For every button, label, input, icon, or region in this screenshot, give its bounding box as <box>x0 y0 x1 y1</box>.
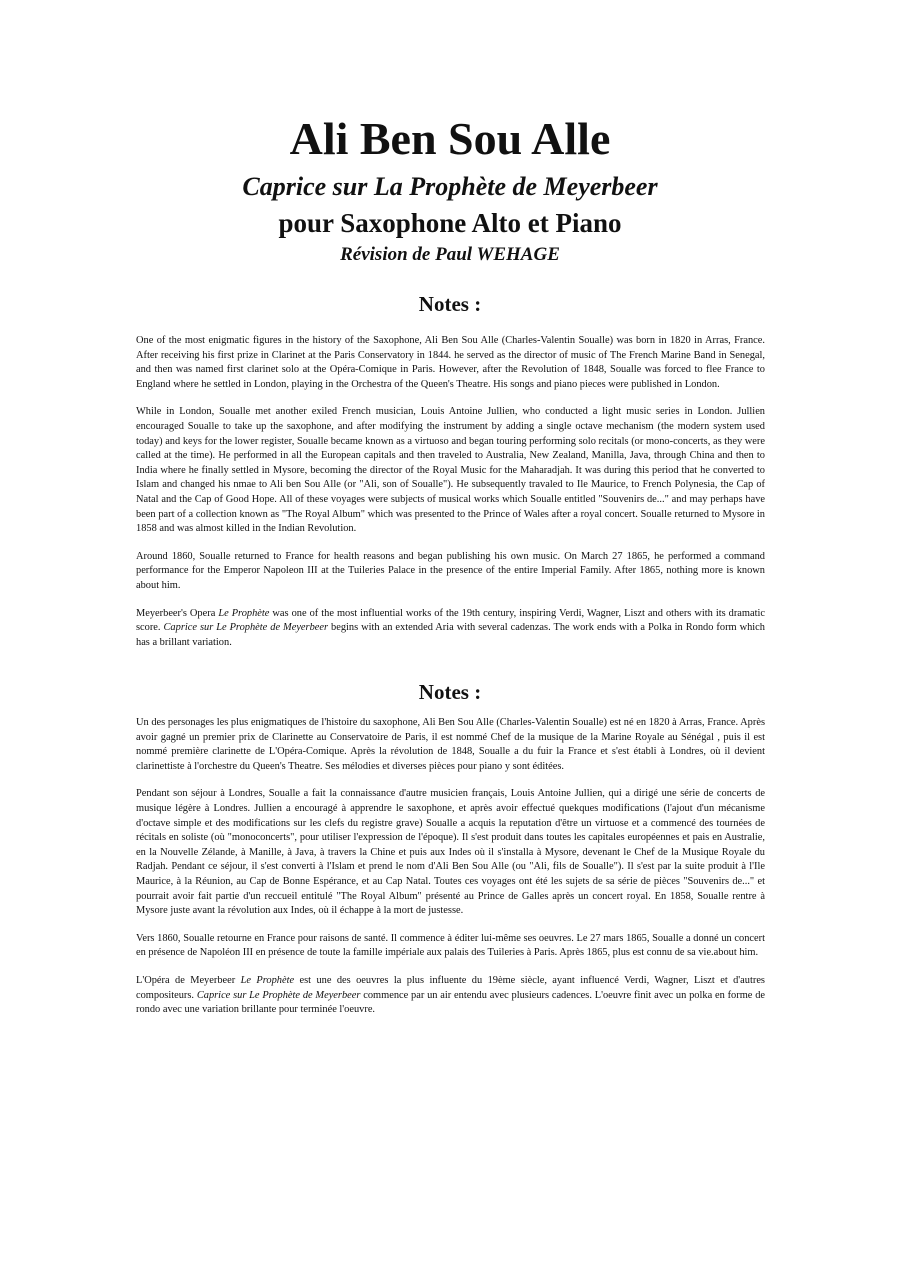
english-p4-text-c: was one of the most influential works of the 19th century, inspiring Verdi, Wagner, Liszt and others with its dramatic score. <box>136 607 765 634</box>
work-subtitle: Caprice sur La Prophète de Meyerbeer <box>242 172 658 201</box>
french-notes-heading: Notes : <box>418 680 482 704</box>
french-paragraph-1: Un des personages les plus enigmatiques de l'histoire du saxophone, Ali Ben Sou Alle (Charles-Valentin Soualle) est né en 1820 à Arras, France. Après avoir gagné un premier prix de Clarinette au Conservatoire de Paris, il est nommé Chef de la musique de la Marine Royale au Sénégal , puis il est nommé première clarinette de L'Opéra-Comique. Après la révolution de 1848, Soualle a du fuir la France et s'est établi à Londres, où il devient clarinettiste à l'orchestre du Queen's Theatre. Ses mélodies et diverses pièces pour piano y sont éditées. <box>136 717 765 772</box>
english-notes-body <box>136 334 765 663</box>
french-p4-text-a: L'Opéra de Meyerbeer <box>136 974 241 986</box>
english-paragraph-2: While in London, Soualle met another exiled French musician, Louis Antoine Jullien, who conducted a light music series in London. Jullien encouraged Soualle to take up the saxophone, and after modifying the instrument by adding a single octave mechanism (the modern system used today) and keys for the lower register, Soualle became known as a virtuoso and began touring performing solo recitals (or mono-concerts, as they were called at the time). He performed in all the European capitals and then traveled to Australia, New Zealand, Manilla, Java, through China and then to India where he finally settled in Mysore, becoming the director of the Royal Music for the Maharadjah. It was during this period that he converted to Islam and changed his nmae to Ali ben Sou Alle (or "Ali, son of Soualle"). He subsequently travaled to Ile Maurice, to French Polynesia, the Cap of Natal and the Cap of Good Hope. All of these voyages were subjects of musical works which Soualle entitled "Souvenirs de..." and may perhaps have been part of a collection known as "The Royal Album" which was presented to the Prince of Wales after a royal concert. Soualle returned to Mysore in 1858 and was almost killed in the Indian Revolution. <box>136 406 765 535</box>
french-p4-opera-title: Le Prophète <box>240 974 295 986</box>
page-title: Ali Ben Sou Alle <box>289 113 611 164</box>
english-p4-text-e: begins with an extended Aria with several cadenzas. The work ends with a Polka in Rondo form which has a brillant variation. <box>136 622 765 648</box>
english-paragraph-3: Around 1860, Soualle returned to France for health reasons and began publishing his own music. On March 27 1865, he performed a command performance for the Emperor Napoleon III at the Tuileries Palace in the presence of the entire Imperial Family. After 1865, nothing more is known about him. <box>136 550 765 591</box>
english-paragraph-1: One of the most enigmatic figures in the history of the Saxophone, Ali Ben Sou Alle (Charles-Valentin Soualle) was born in 1820 in Arras, France. After receiving his first prize in Clarinet at the Paris Conservatory in 1844. he served as the director of music of The French Marine Band in Senegal, and then was named first clarinet solo at the Opéra-Comique in Paris. However, after the Revolution of 1848, Soualle was forced to flee France to England where he settled in London, playing in the Orchestra of the Queen's Theatre. His songs and piano pieces were published in London. <box>136 335 765 390</box>
instrumentation-line: pour Saxophone Alto et Piano <box>278 208 622 238</box>
french-paragraph-3: Vers 1860, Soualle retourne en France pour raisons de santé. Il commence à éditer lui-même ses oeuvres. Le 27 mars 1865, Soualle a donné un concert en présence de Napoléon III en présence de toute la famille impériale aux palais des Tuileries à Paris. Après 1865, plus est connu de sa vie.about him. <box>136 932 765 959</box>
french-notes-body <box>136 716 765 1031</box>
english-p4-work-title: Caprice sur Le Prophète de Meyerbeer <box>163 622 329 634</box>
english-paragraph-4 <box>136 607 765 651</box>
english-p4-text-a: Meyerbeer's Opera <box>136 607 219 619</box>
english-notes-heading: Notes : <box>418 292 482 316</box>
revision-credit: Révision de Paul WEHAGE <box>340 244 560 265</box>
french-paragraph-2: Pendant son séjour à Londres, Soualle a fait la connaissance d'autre musicien français, Louis Antoine Jullien, qui a dirigé une série de concerts de musique légère à Londres. Jullien a encouragé à apprendre le saxophone, et après avoir effectué quekques modifications (l'ajout d'un mécanisme d'octave simple et des modifications sur les clefs du registre grave) Soualle a acquis la reputation d'être un virtuose et a commencé des tournées de récitals en soliste (où "monoconcerts", pour utiliser l'expression de l'époque). Il s'est produit dans toutes les capitales européennes et pais en Australie, en la Nouvelle Zélande, à Manille, à Java, à travers la Chine et puis aux Indes où il s'installa à Mysore, devenant le Chef de la Musique Royale du Radjah. Pendant ce séjour, il s'est converti à l'Islam et prend le nom d'Ali Ben Sou Alle (ou "Ali, fils de Soualle"). Il s'est par la suite produit à l'Ile Maurice, à la Réunion, au Cap de Bonne Espérance, et au Cap Natal. Toutes ces voyages ont été les sujets de sa série de pièces "Souvenirs de..." et pourrait avoir fait partie d'un reccueil entitulé "The Royal Album" présenté au Prince de Galles après un concert royal. En 1858, Soualle rentre à Mysore juste avant la révolution aux Indes, où il échappe à la mort de justesse. <box>136 788 765 917</box>
french-p4-text-c: est une des oeuvres la plus influente du 19ème siècle, ayant influencé Verdi, Wagner, Liszt et d'autres compositeurs. <box>136 974 765 1001</box>
french-p4-text-e: commence par un air entendu avec plusieurs cadences. L'oeuvre finit avec un polka en forme de rondo avec une variation brillante pour terminée l'oeuvre. <box>136 989 766 1016</box>
english-p4-opera-title: Le Prophète <box>218 607 270 619</box>
french-paragraph-4 <box>136 974 765 1018</box>
french-p4-work-title: Caprice sur Le Prophète de Meyerbeer <box>196 989 361 1001</box>
